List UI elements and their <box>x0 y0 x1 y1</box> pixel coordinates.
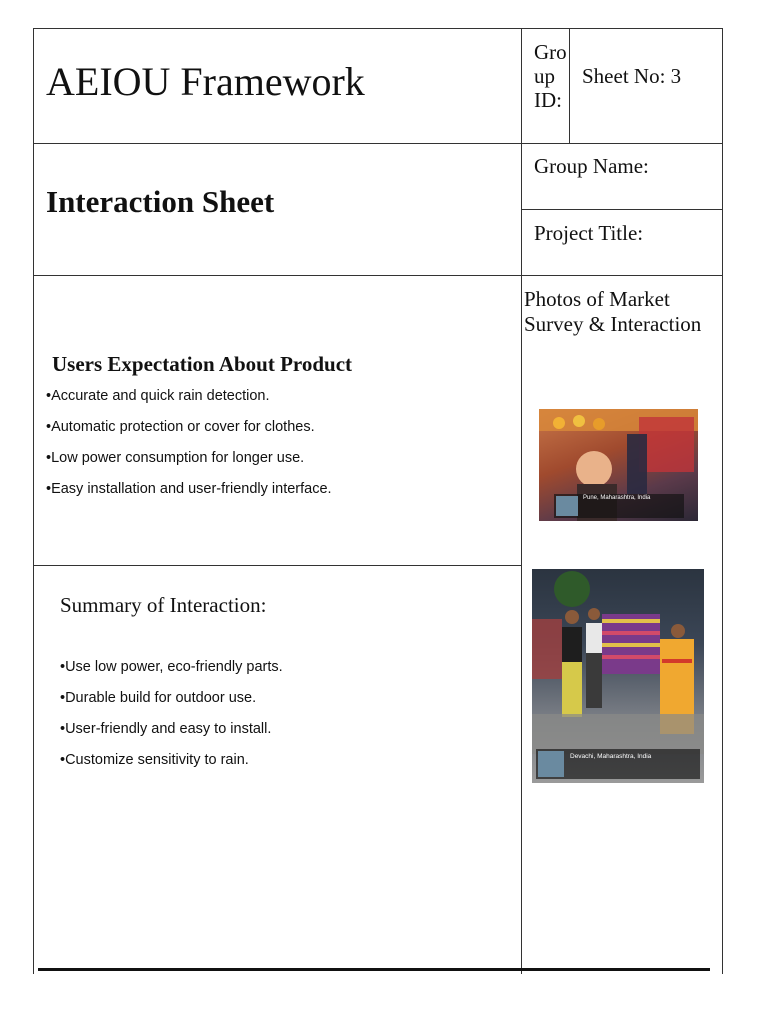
summary-list <box>60 658 283 782</box>
row-divider-subtitle <box>33 275 723 276</box>
summary-heading: Summary of Interaction: <box>60 593 267 617</box>
list-item: •Customize sensitivity to rain. <box>60 752 249 768</box>
row-divider-header <box>33 143 723 144</box>
expectations-heading: Users Expectation About Product <box>52 352 353 376</box>
row-divider-group-name <box>521 209 723 210</box>
sheet-subtitle: Interaction Sheet <box>46 184 275 219</box>
group-id-label: Gro up ID: <box>534 40 567 112</box>
list-item: •Durable build for outdoor use. <box>60 690 257 706</box>
table-border-left <box>33 28 34 974</box>
photo-1-illustration <box>539 409 698 521</box>
list-item: •Use low power, eco-friendly parts. <box>60 659 283 675</box>
row-divider-expectations <box>33 565 522 566</box>
market-survey-photo-1 <box>539 409 698 521</box>
photo-2-caption: Devachi, Maharashtra, India <box>570 753 652 760</box>
group-name-label: Group Name: <box>534 154 649 178</box>
sheet-number: Sheet No: 3 <box>582 64 682 88</box>
photo-1-caption: Pune, Maharashtra, India <box>583 495 651 501</box>
bottom-underline <box>38 968 710 971</box>
market-survey-photo-2 <box>532 569 704 783</box>
expectations-list <box>46 387 332 511</box>
group-id-divider <box>569 28 570 144</box>
project-title-label: Project Title: <box>534 221 644 245</box>
column-divider <box>521 28 522 974</box>
table-border-right <box>722 28 723 974</box>
list-item: •Automatic protection or cover for clothes. <box>46 419 315 435</box>
photo-2-illustration <box>532 569 704 783</box>
photos-label: Photos of Market Survey & Interaction <box>524 287 702 336</box>
page-title: AEIOU Framework <box>46 59 365 104</box>
list-item: •Low power consumption for longer use. <box>46 450 305 466</box>
list-item: •User-friendly and easy to install. <box>60 721 272 737</box>
table-border-top <box>33 28 723 29</box>
list-item: •Easy installation and user-friendly interface. <box>46 481 332 497</box>
list-item: •Accurate and quick rain detection. <box>46 388 270 404</box>
